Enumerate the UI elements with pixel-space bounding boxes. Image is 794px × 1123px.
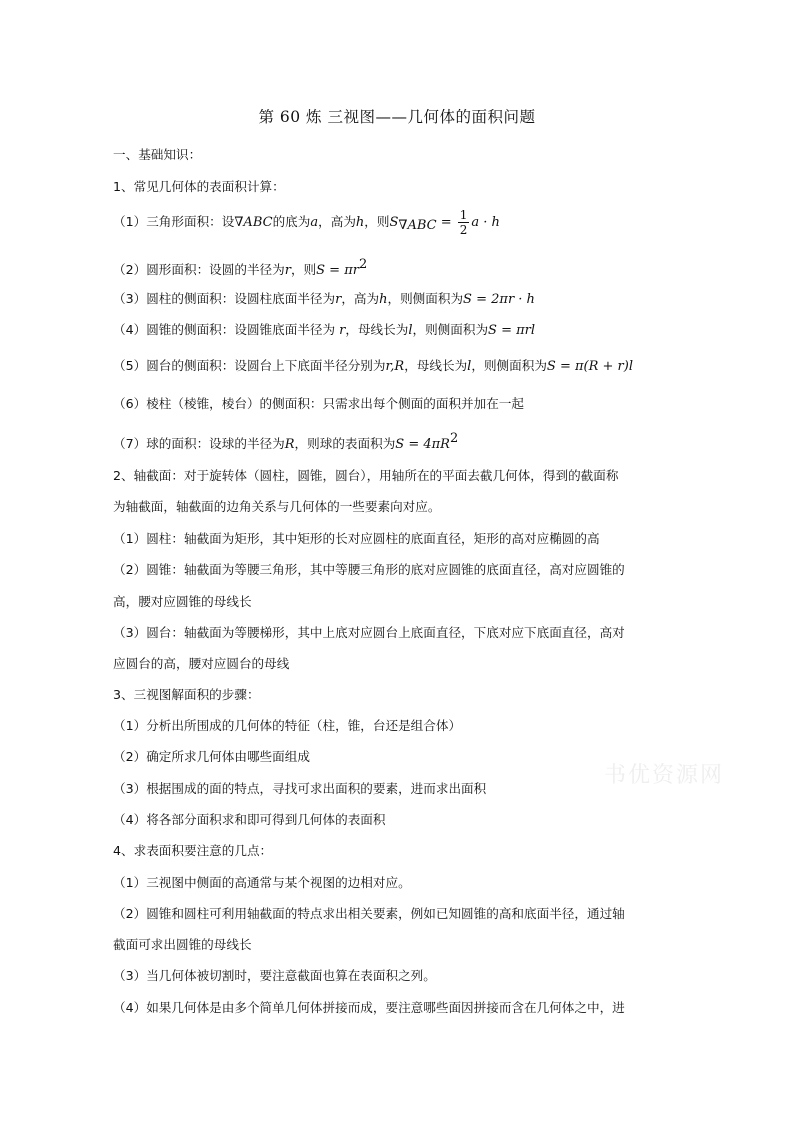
text-line: （3）圆台：轴截面为等腰梯形，其中上底对应圆台上底面直径，下底对应下底面直径，高对 — [113, 625, 625, 640]
formula-line — [113, 208, 500, 237]
text-line: 2、轴截面：对于旋转体（圆柱，圆锥，圆台），用轴所在的平面去截几何体，得到的截面称 — [113, 468, 619, 483]
math-span: h — [355, 215, 365, 230]
text-line: 为轴截面，轴截面的边角关系与几何体的一些要素向对应。 — [113, 499, 441, 514]
text-span: ，则侧面积为 — [412, 322, 489, 337]
math-span: R — [440, 437, 450, 452]
text-line: （1）圆柱：轴截面为矩形，其中矩形的长对应圆柱的底面直径，矩形的高对应椭圆的高 — [113, 531, 600, 546]
math-span: r — [335, 292, 342, 307]
text-line: （1）三视图中侧面的高通常与某个视图的边相对应。 — [113, 875, 411, 890]
math-span: ∇ABC — [234, 215, 273, 230]
text-span: （4）圆锥的侧面积：设圆锥底面半径为 — [113, 322, 340, 337]
math-superscript: 2 — [449, 431, 459, 446]
text-line: （4）如果几何体是由多个简单几何体拼接而成，要注意哪些面因拼接而含在几何体之中，进 — [113, 1000, 625, 1015]
page-title: 第 60 炼 三视图——几何体的面积问题 — [258, 108, 536, 126]
section-heading: 3、三视图解面积的步骤： — [113, 687, 260, 702]
fraction-denominator: 2 — [459, 223, 468, 237]
fraction — [458, 208, 470, 237]
math-span: r — [352, 263, 359, 278]
text-span: ，高为 — [341, 291, 380, 306]
section-heading: 4、求表面积要注意的几点： — [113, 843, 273, 858]
text-span: （2）圆形面积：设圆的半径为 — [113, 262, 285, 277]
formula-line — [113, 321, 535, 340]
text-line: （3）根据围成的面的特点，寻找可求出面积的要素，进而求出面积 — [113, 781, 487, 796]
section-heading: 1、常见几何体的表面积计算： — [113, 179, 285, 194]
text-span: 的底为 — [272, 214, 311, 229]
text-line: （3）当几何体被切割时，要注意截面也算在表面积之列。 — [113, 968, 436, 983]
math-span: S = 2π — [463, 292, 508, 307]
math-span: S = 4π — [395, 437, 441, 452]
text-span: ，则 — [364, 214, 390, 229]
text-line: 高，腰对应圆锥的母线长 — [113, 594, 252, 609]
math-span: h — [379, 292, 388, 307]
math-span: a — [310, 215, 319, 230]
text-line: （2）确定所求几何体由哪些面组成 — [113, 749, 310, 764]
math-span: rl — [524, 323, 536, 338]
formula-line — [113, 290, 535, 309]
text-span: （1）三角形面积：设 — [113, 214, 235, 229]
math-span: S = π — [316, 263, 353, 278]
math-span: r — [284, 263, 291, 278]
math-span: (R + r) — [583, 359, 629, 374]
math-span: S = π — [488, 323, 525, 338]
text-line: （2）圆锥和圆柱可利用轴截面的特点求出相关要素，例如已知圆锥的高和底面半径，通过轴 — [113, 906, 625, 921]
math-subscript: ∇ABC — [398, 218, 437, 233]
text-span: （5）圆台的侧面积：设圆台上下底面半径分别为 — [113, 358, 386, 373]
formula-line — [113, 256, 367, 280]
math-span: r,R — [385, 359, 405, 374]
text-span: ，高为 — [318, 214, 356, 229]
text-span: ，母线长为 — [404, 358, 468, 373]
text-line: 应圆台的高，腰对应圆台的母线 — [113, 656, 290, 671]
text-line: 截面可求出圆锥的母线长 — [113, 937, 252, 952]
math-span: = — [436, 215, 456, 230]
math-span: l — [408, 323, 413, 338]
text-span: ，则侧面积为 — [387, 291, 464, 306]
text-line: （2）圆锥：轴截面为等腰三角形，其中等腰三角形的底对应圆锥的底面直径，高对应圆锥的 — [113, 562, 625, 577]
formula-line — [113, 357, 633, 376]
text-line: （6）棱柱（棱锥，棱台）的侧面积：只需求出每个侧面的面积并加在一起 — [113, 396, 525, 411]
formula-line — [113, 430, 458, 454]
text-line: （1）分析出所围成的几何体的特征（柱，锥，台还是组合体） — [113, 718, 462, 733]
text-span: ，则球的表面积为 — [294, 436, 396, 451]
math-span: l — [467, 359, 472, 374]
watermark: 书优资源网 — [604, 763, 725, 788]
text-span: （3）圆柱的侧面积：设圆柱底面半径为 — [113, 291, 336, 306]
text-line: （4）将各部分面积求和即可得到几何体的表面积 — [113, 812, 386, 827]
text-span: ，则 — [290, 262, 317, 277]
math-superscript: 2 — [358, 257, 368, 272]
math-span: S = π — [546, 359, 584, 374]
math-span: S — [389, 215, 399, 230]
math-span: l — [628, 359, 633, 374]
math-span: a · h — [471, 215, 500, 230]
math-span: R — [284, 437, 295, 452]
text-span: （7）球的面积：设球的半径为 — [113, 436, 285, 451]
fraction-numerator: 1 — [459, 208, 468, 222]
section-heading: 一、基础知识： — [113, 147, 202, 162]
text-span: ，母线长为 — [345, 322, 409, 337]
math-span: r · h — [507, 292, 535, 307]
text-span: ，则侧面积为 — [471, 358, 547, 373]
math-span: r — [339, 323, 346, 338]
